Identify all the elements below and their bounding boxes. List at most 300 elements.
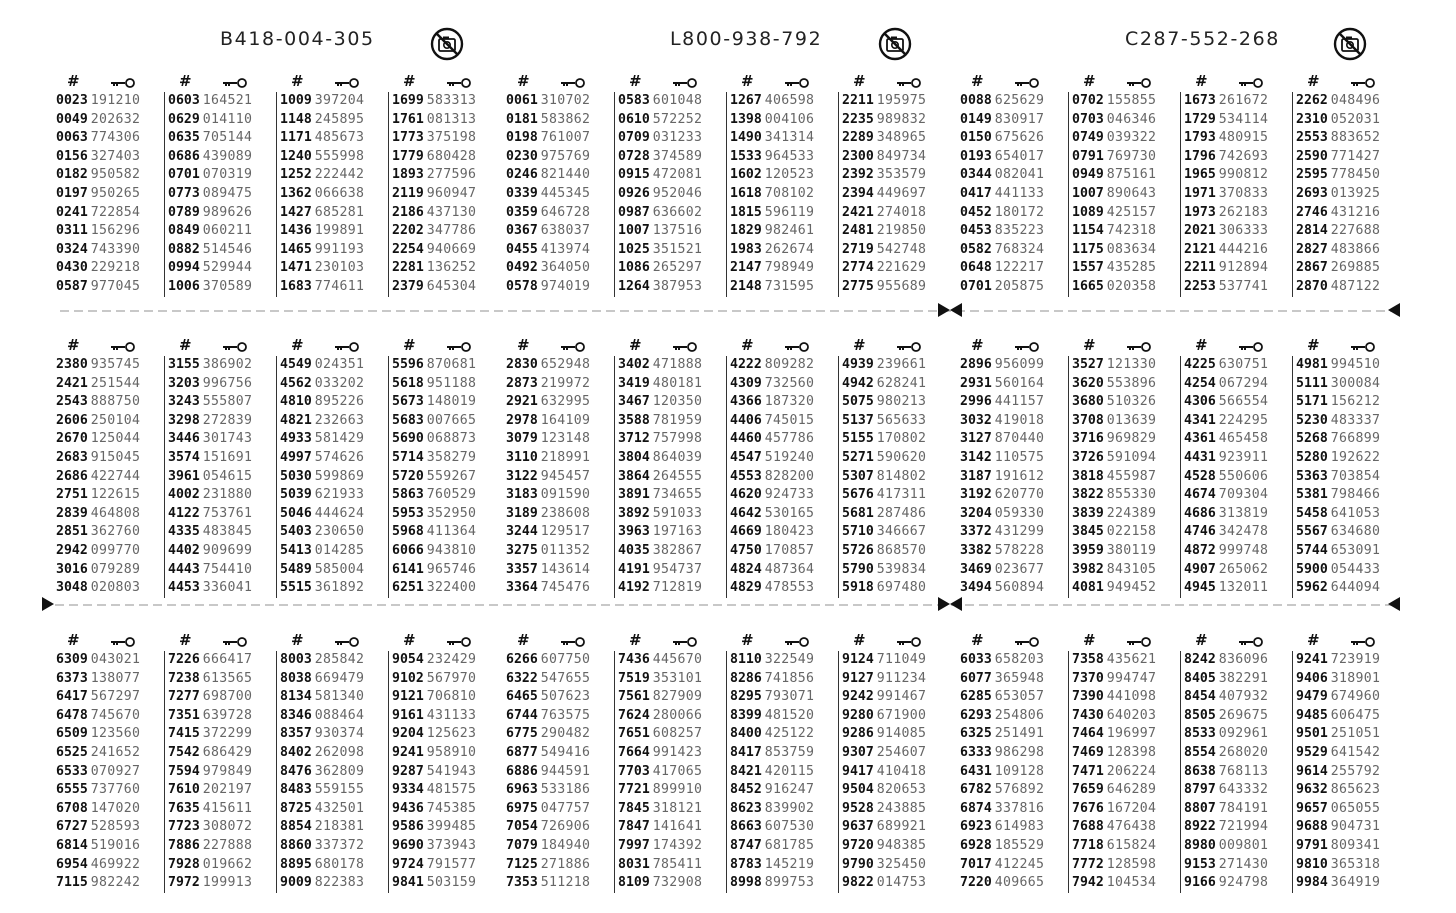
- entry-number: 2595: [1296, 167, 1328, 183]
- entry-number: 3372: [960, 524, 992, 540]
- code-row: [618, 430, 702, 449]
- code-row: [1072, 278, 1156, 297]
- code-row: [56, 561, 140, 580]
- code-row: [392, 561, 476, 580]
- number-header: #: [67, 631, 80, 649]
- entry-code: 382867: [652, 542, 703, 558]
- entry-code: 982242: [90, 875, 141, 891]
- code-row: [1296, 185, 1380, 204]
- entry-number: 2942: [56, 542, 88, 558]
- code-list: [842, 356, 926, 598]
- entry-number: 5714: [392, 449, 424, 465]
- code-row: [280, 468, 364, 487]
- entry-number: 2590: [1296, 148, 1328, 164]
- entry-code: 229218: [90, 260, 141, 276]
- entry-code: 136252: [426, 260, 477, 276]
- entry-number: 9501: [1296, 726, 1328, 742]
- code-row: [618, 505, 702, 524]
- key-icon: [560, 342, 586, 352]
- entry-number: 3110: [506, 449, 538, 465]
- code-row: [960, 523, 1044, 542]
- code-row: [842, 185, 926, 204]
- entry-number: 4366: [730, 394, 762, 410]
- code-row: [392, 468, 476, 487]
- entry-number: 4810: [280, 394, 312, 410]
- entry-code: 853759: [764, 744, 815, 760]
- entry-number: 3187: [960, 468, 992, 484]
- column-header: [838, 631, 950, 649]
- code-row: [842, 670, 926, 689]
- column-header: [502, 631, 614, 649]
- number-header: #: [67, 72, 80, 90]
- entry-code: 924798: [1218, 875, 1269, 891]
- entry-code: 771427: [1330, 148, 1381, 164]
- entry-number: 7703: [618, 763, 650, 779]
- entry-code: 689921: [876, 819, 927, 835]
- entry-code: 732908: [652, 875, 703, 891]
- column-divider: [726, 356, 727, 598]
- entry-number: 2379: [392, 278, 424, 294]
- column-divider: [1068, 356, 1069, 598]
- number-header: #: [1195, 631, 1208, 649]
- code-row: [730, 856, 814, 875]
- entry-number: 7664: [618, 744, 650, 760]
- key-icon: [446, 342, 472, 352]
- number-header: #: [291, 336, 304, 354]
- entry-code: 547655: [540, 670, 591, 686]
- entry-code: 745670: [90, 707, 141, 723]
- entry-number: 7277: [168, 689, 200, 705]
- code-row: [506, 818, 590, 837]
- entry-code: 868570: [876, 542, 927, 558]
- entry-number: 1465: [280, 241, 312, 257]
- entry-code: 196997: [1106, 726, 1157, 742]
- code-row: [618, 111, 702, 130]
- code-row: [280, 356, 364, 375]
- code-row: [618, 651, 702, 670]
- entry-number: 9688: [1296, 819, 1328, 835]
- code-row: [842, 744, 926, 763]
- entry-code: 014753: [876, 875, 927, 891]
- entry-number: 7469: [1072, 744, 1104, 760]
- entry-code: 989626: [202, 204, 253, 220]
- entry-number: 8400: [730, 726, 762, 742]
- code-row: [1184, 486, 1268, 505]
- code-row: [1184, 763, 1268, 782]
- code-row: [842, 468, 926, 487]
- entry-code: 251544: [90, 375, 141, 391]
- column-divider: [1180, 651, 1181, 893]
- entry-number: 4933: [280, 431, 312, 447]
- entry-code: 680178: [314, 856, 365, 872]
- code-row: [730, 688, 814, 707]
- entry-code: 774611: [314, 278, 365, 294]
- code-row: [1072, 449, 1156, 468]
- entry-number: 8998: [730, 875, 762, 891]
- code-row: [392, 92, 476, 111]
- entry-code: 483845: [202, 524, 253, 540]
- entry-number: 2978: [506, 412, 538, 428]
- code-row: [1072, 579, 1156, 598]
- entry-number: 2394: [842, 185, 874, 201]
- entry-code: 151691: [202, 449, 253, 465]
- code-row: [730, 763, 814, 782]
- entry-code: 457786: [764, 431, 815, 447]
- entry-number: 4746: [1184, 524, 1216, 540]
- entry-number: 4443: [168, 561, 200, 577]
- entry-code: 742318: [1106, 223, 1157, 239]
- entry-number: 8003: [280, 652, 312, 667]
- code-row: [392, 393, 476, 412]
- entry-code: 924733: [764, 487, 815, 503]
- code-row: [168, 505, 252, 524]
- entry-number: 3959: [1072, 542, 1104, 558]
- code-row: [960, 148, 1044, 167]
- entry-number: 6963: [506, 782, 538, 798]
- entry-code: 174392: [652, 837, 703, 853]
- code-row: [392, 818, 476, 837]
- entry-number: 7688: [1072, 819, 1104, 835]
- entry-code: 199913: [202, 875, 253, 891]
- code-row: [618, 707, 702, 726]
- code-row: [168, 800, 252, 819]
- code-row: [1184, 505, 1268, 524]
- entry-code: 952046: [652, 185, 703, 201]
- code-row: [168, 259, 252, 278]
- entry-number: 7928: [168, 856, 200, 872]
- entry-code: 923911: [1218, 449, 1269, 465]
- code-row: [280, 542, 364, 561]
- key-icon: [672, 78, 698, 88]
- entry-number: 2814: [1296, 223, 1328, 239]
- entry-code: 020803: [90, 580, 141, 596]
- code-row: [392, 166, 476, 185]
- entry-number: 5863: [392, 487, 424, 503]
- number-header: #: [629, 72, 642, 90]
- entry-code: 287486: [876, 505, 927, 521]
- entry-number: 4309: [730, 375, 762, 391]
- code-row: [1296, 241, 1380, 260]
- code-row: [730, 92, 814, 111]
- code-row: [56, 579, 140, 598]
- key-icon: [446, 637, 472, 647]
- key-icon: [784, 342, 810, 352]
- code-row: [168, 561, 252, 580]
- column-header: [614, 631, 726, 649]
- entry-number: 3127: [960, 431, 992, 447]
- code-row: [960, 542, 1044, 561]
- code-row: [506, 278, 590, 297]
- entry-code: 290482: [540, 726, 591, 742]
- code-row: [280, 486, 364, 505]
- cut-line: [60, 310, 1395, 312]
- entry-code: 382291: [1218, 670, 1269, 686]
- entry-code: 814802: [876, 468, 927, 484]
- key-icon: [222, 342, 248, 352]
- code-list: [280, 92, 364, 297]
- entry-code: 336041: [202, 580, 253, 596]
- code-row: [618, 278, 702, 297]
- code-row: [842, 763, 926, 782]
- column-header: [1292, 72, 1404, 90]
- entry-code: 441098: [1106, 689, 1157, 705]
- entry-number: 1148: [280, 111, 312, 127]
- code-row: [1296, 579, 1380, 598]
- entry-number: 8110: [730, 652, 762, 667]
- code-row: [392, 430, 476, 449]
- code-row: [392, 356, 476, 375]
- entry-code: 221629: [876, 260, 927, 276]
- code-row: [280, 781, 364, 800]
- entry-number: 1240: [280, 148, 312, 164]
- code-row: [56, 837, 140, 856]
- entry-code: 380119: [1106, 542, 1157, 558]
- entry-code: 167204: [1106, 800, 1157, 816]
- no-camera-icon: [1333, 27, 1367, 61]
- entry-number: 4674: [1184, 487, 1216, 503]
- code-row: [168, 707, 252, 726]
- entry-code: 067294: [1218, 375, 1269, 391]
- entry-number: 9790: [842, 856, 874, 872]
- code-row: [392, 241, 476, 260]
- code-row: [506, 259, 590, 278]
- entry-code: 760529: [426, 487, 477, 503]
- key-icon: [446, 78, 472, 88]
- code-row: [506, 185, 590, 204]
- code-row: [842, 412, 926, 431]
- code-row: [618, 561, 702, 580]
- code-row: [168, 356, 252, 375]
- entry-number: 6782: [960, 782, 992, 798]
- entry-number: 9121: [392, 689, 424, 705]
- entry-code: 156296: [90, 223, 141, 239]
- entry-number: 4821: [280, 412, 312, 428]
- code-row: [1296, 449, 1380, 468]
- entry-number: 4553: [730, 468, 762, 484]
- entry-code: 793071: [764, 689, 815, 705]
- entry-code: 703854: [1330, 468, 1381, 484]
- entry-number: 5413: [280, 542, 312, 558]
- entry-number: 4002: [168, 487, 200, 503]
- entry-code: 218991: [540, 449, 591, 465]
- column-divider: [838, 92, 839, 297]
- code-row: [960, 579, 1044, 598]
- code-row: [618, 241, 702, 260]
- number-header: #: [1195, 72, 1208, 90]
- code-row: [618, 204, 702, 223]
- entry-number: 6285: [960, 689, 992, 705]
- code-row: [168, 148, 252, 167]
- column-header: [52, 72, 164, 90]
- entry-code: 409665: [994, 875, 1045, 891]
- entry-code: 370589: [202, 278, 253, 294]
- entry-number: 0049: [56, 111, 88, 127]
- entry-code: 009801: [1218, 837, 1269, 853]
- entry-code: 511218: [540, 875, 591, 891]
- entry-code: 070927: [90, 763, 141, 779]
- entry-code: 890643: [1106, 185, 1157, 201]
- entry-code: 262183: [1218, 204, 1269, 220]
- entry-code: 469922: [90, 856, 141, 872]
- entry-code: 705144: [202, 130, 253, 146]
- entry-number: 0791: [1072, 148, 1104, 164]
- code-row: [506, 166, 590, 185]
- number-header: #: [403, 72, 416, 90]
- entry-number: 1602: [730, 167, 762, 183]
- code-row: [168, 579, 252, 598]
- column-divider: [726, 651, 727, 893]
- code-row: [1072, 92, 1156, 111]
- sheet-title: C287-552-268: [1125, 28, 1280, 50]
- entry-number: 5030: [280, 468, 312, 484]
- entry-number: 9984: [1296, 875, 1328, 891]
- entry-number: 5230: [1296, 412, 1328, 428]
- entry-number: 0582: [960, 241, 992, 257]
- entry-code: 864039: [652, 449, 703, 465]
- code-row: [1296, 204, 1380, 223]
- entry-code: 375198: [426, 130, 477, 146]
- entry-number: 0709: [618, 130, 650, 146]
- entry-code: 342478: [1218, 524, 1269, 540]
- entry-number: 9287: [392, 763, 424, 779]
- code-row: [392, 449, 476, 468]
- entry-code: 904731: [1330, 819, 1381, 835]
- entry-code: 608257: [652, 726, 703, 742]
- code-row: [280, 763, 364, 782]
- entry-code: 999748: [1218, 542, 1269, 558]
- column-divider: [1292, 356, 1293, 598]
- code-row: [168, 185, 252, 204]
- code-row: [392, 505, 476, 524]
- entry-code: 698700: [202, 689, 253, 705]
- entry-number: 4620: [730, 487, 762, 503]
- key-icon: [110, 342, 136, 352]
- column-divider: [1180, 92, 1181, 297]
- code-row: [1296, 166, 1380, 185]
- entry-number: 4335: [168, 524, 200, 540]
- code-row: [730, 579, 814, 598]
- column-divider: [164, 92, 165, 297]
- entry-code: 318121: [652, 800, 703, 816]
- entry-number: 2873: [506, 375, 538, 391]
- entry-code: 914085: [876, 726, 927, 742]
- entry-number: 2921: [506, 394, 538, 410]
- entry-number: 8483: [280, 782, 312, 798]
- entry-code: 591033: [652, 505, 703, 521]
- code-row: [506, 800, 590, 819]
- column-header: [1180, 72, 1292, 90]
- code-row: [1184, 542, 1268, 561]
- entry-code: 425157: [1106, 204, 1157, 220]
- entry-code: 195975: [876, 93, 927, 108]
- code-row: [842, 278, 926, 297]
- column-header: [388, 336, 500, 354]
- entry-code: 232663: [314, 412, 365, 428]
- entry-number: 8134: [280, 689, 312, 705]
- code-row: [960, 800, 1044, 819]
- entry-code: 014110: [202, 111, 253, 127]
- entry-number: 6928: [960, 837, 992, 853]
- entry-code: 478553: [764, 580, 815, 596]
- key-icon: [222, 637, 248, 647]
- entry-number: 5039: [280, 487, 312, 503]
- code-row: [280, 800, 364, 819]
- key-icon: [672, 637, 698, 647]
- code-row: [280, 241, 364, 260]
- code-row: [1072, 523, 1156, 542]
- entry-number: 7464: [1072, 726, 1104, 742]
- entry-number: 3892: [618, 505, 650, 521]
- entry-number: 2481: [842, 223, 874, 239]
- number-header: #: [971, 631, 984, 649]
- entry-number: 6465: [506, 689, 538, 705]
- column-header: [1068, 631, 1180, 649]
- entry-code: 300084: [1330, 375, 1381, 391]
- code-row: [1184, 111, 1268, 130]
- entry-number: 0728: [618, 148, 650, 164]
- entry-number: 6874: [960, 800, 992, 816]
- entry-code: 911234: [876, 670, 927, 686]
- entry-number: 4035: [618, 542, 650, 558]
- entry-number: 0324: [56, 241, 88, 257]
- code-row: [392, 204, 476, 223]
- entry-code: 222442: [314, 167, 365, 183]
- key-icon: [672, 342, 698, 352]
- entry-number: 5403: [280, 524, 312, 540]
- entry-number: 1983: [730, 241, 762, 257]
- entry-code: 472081: [652, 167, 703, 183]
- entry-number: 6333: [960, 744, 992, 760]
- code-row: [730, 725, 814, 744]
- entry-number: 1025: [618, 241, 650, 257]
- entry-code: 059330: [994, 505, 1045, 521]
- code-row: [506, 837, 590, 856]
- entry-number: 2996: [960, 394, 992, 410]
- entry-number: 4341: [1184, 412, 1216, 428]
- entry-number: 7430: [1072, 707, 1104, 723]
- key-icon: [222, 78, 248, 88]
- entry-code: 455987: [1106, 468, 1157, 484]
- entry-number: 0915: [618, 167, 650, 183]
- entry-code: 445345: [540, 185, 591, 201]
- entry-code: 599869: [314, 468, 365, 484]
- code-row: [56, 222, 140, 241]
- code-list: [1072, 651, 1156, 893]
- code-row: [618, 523, 702, 542]
- code-row: [960, 486, 1044, 505]
- entry-number: 9791: [1296, 837, 1328, 853]
- entry-code: 899910: [652, 782, 703, 798]
- number-header: #: [179, 631, 192, 649]
- number-header: #: [853, 631, 866, 649]
- entry-number: 4406: [730, 412, 762, 428]
- entry-number: 2830: [506, 357, 538, 372]
- code-list: [56, 92, 140, 297]
- key-icon: [1238, 342, 1264, 352]
- entry-code: 583313: [426, 93, 477, 108]
- code-row: [618, 129, 702, 148]
- entry-code: 519016: [90, 837, 141, 853]
- entry-code: 310702: [540, 93, 591, 108]
- entry-code: 104534: [1106, 875, 1157, 891]
- entry-number: 0587: [56, 278, 88, 294]
- entry-code: 313819: [1218, 505, 1269, 521]
- entry-number: 1154: [1072, 223, 1104, 239]
- entry-number: 3357: [506, 561, 538, 577]
- entry-number: 4122: [168, 505, 200, 521]
- entry-number: 8038: [280, 670, 312, 686]
- code-row: [280, 818, 364, 837]
